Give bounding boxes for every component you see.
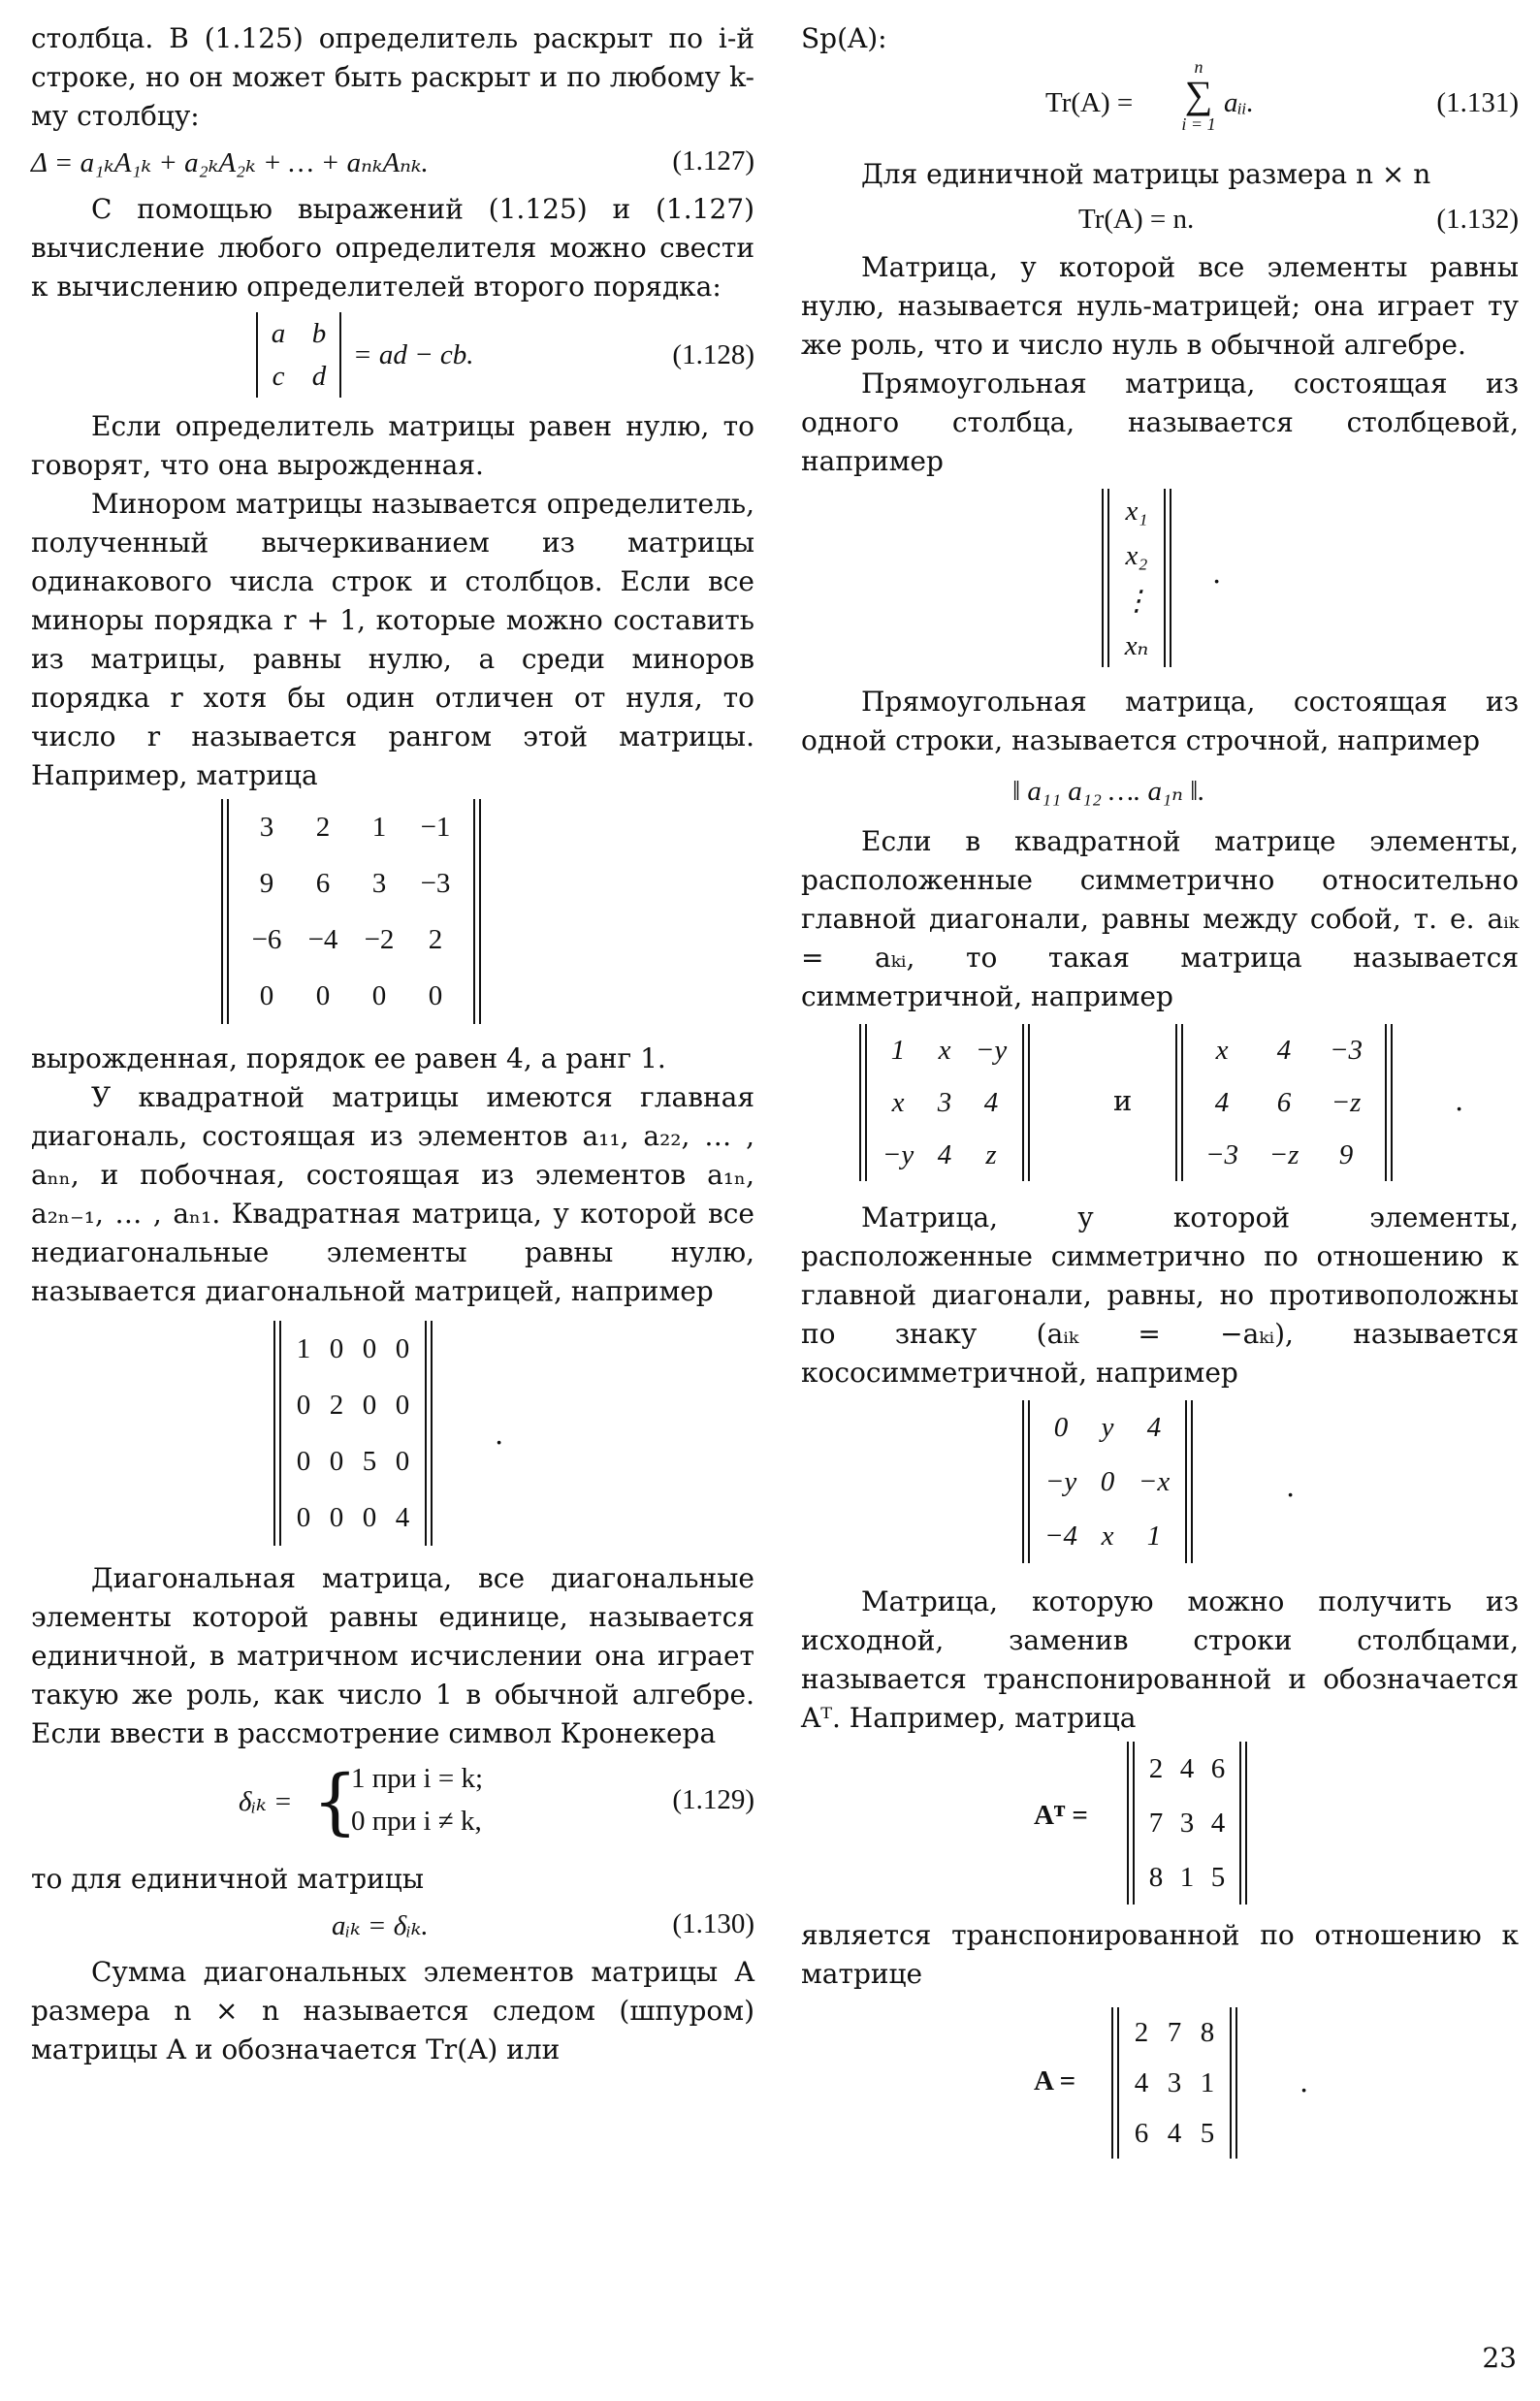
equation-number: (1.129) — [672, 1784, 754, 1815]
matrix-row — [875, 1024, 1014, 1076]
matrix-row — [1117, 623, 1156, 667]
matrix — [221, 799, 481, 1024]
matrix-cell: 7 — [1167, 2016, 1182, 2048]
equation-lhs: Tr(A) = — [1045, 87, 1134, 118]
matrix-row — [287, 1321, 419, 1377]
equation-1-127 — [31, 136, 754, 190]
matrix-cell: 3 — [1179, 1807, 1195, 1839]
matrix-cell: 6 — [1210, 1752, 1226, 1784]
paragraph: Sp(A): — [801, 22, 887, 54]
matrix-cell: 0 — [329, 1445, 344, 1477]
matrix-cell: b — [311, 317, 327, 349]
matrix-cell: −3 — [1329, 1034, 1364, 1066]
conjunction: и — [1113, 1084, 1133, 1117]
row-vector-example — [801, 760, 1519, 822]
paragraph: Диагональная матрица, все диагональные элементы которой равны единице, называется единичной, в матричном исчислении она играет такую же роль, как число 1 в обычной алгебре. Если ввести в рассмотрение символ Кронекера — [31, 1562, 754, 1749]
matrix-cell: 5 — [1200, 2117, 1215, 2149]
matrix-cell: 1 — [1179, 1861, 1195, 1893]
punctuation: . — [495, 1418, 504, 1451]
matrix-row — [239, 855, 464, 912]
matrix-cell: 0 — [395, 1332, 410, 1364]
matrix-cell: 4 — [1167, 2117, 1182, 2149]
equation-expression: aᵢₖ = δᵢₖ. — [332, 1910, 429, 1941]
matrix-cell: x — [1215, 1034, 1229, 1066]
paragraph: Минором матрицы называется определитель, полученный вычеркиванием из матрицы одинакового числа строк и столбцов. Если все миноры порядка r + 1, которые можно составить из матрицы, равны нулю, а среди миноров порядка r хотя бы один отличен от нуля, то число r называется рангом этой матрицы. Например, матрица — [31, 488, 754, 791]
matrix-cell: −z — [1268, 1138, 1299, 1170]
matrix-cell: d — [311, 360, 327, 392]
symmetric-matrix-2 — [1175, 1024, 1393, 1181]
matrix-cell: 0 — [329, 1332, 344, 1364]
paragraph: является транспонированной по отношению к матрице — [801, 1919, 1519, 1990]
matrix-cell: 6 — [1134, 2117, 1149, 2149]
case-line: 0 при i ≠ k, — [351, 1806, 482, 1837]
matrix-cell: 0 — [362, 1389, 377, 1421]
matrix-row — [875, 1129, 1014, 1181]
matrix-cell: −3 — [1204, 1138, 1239, 1170]
matrix-cell: 6 — [1276, 1086, 1292, 1118]
brace: { — [312, 1760, 359, 1843]
matrix-row — [1038, 1400, 1177, 1455]
matrix-cell: −3 — [420, 867, 451, 899]
matrix-cell: 5 — [362, 1445, 377, 1477]
matrix-cell: xₙ — [1124, 629, 1149, 661]
matrix-cell: −z — [1331, 1086, 1362, 1118]
matrix-cell: 1 — [371, 811, 387, 843]
matrix-cell: z — [985, 1138, 997, 1170]
matrix-row — [1191, 1129, 1377, 1181]
matrix-cell: 4 — [395, 1501, 410, 1533]
matrix-row — [1117, 489, 1156, 533]
skew-symmetric-matrix — [1022, 1400, 1193, 1563]
matrix-cell: 0 — [296, 1389, 311, 1421]
matrix-cell: 4 — [1210, 1807, 1226, 1839]
matrix-cell: x — [891, 1086, 905, 1118]
matrix-cell: 3 — [371, 867, 387, 899]
matrix-cell: −2 — [364, 923, 395, 955]
paragraph: столбца. В (1.125) определитель раскрыт по i-й строке, но он может быть раскрыт и по любому k-му столбцу: — [31, 22, 754, 132]
original-matrix — [1111, 2007, 1237, 2159]
equation-number: (1.132) — [1436, 204, 1519, 235]
sum-term: aᵢᵢ. — [1224, 87, 1254, 118]
matrix-cell: 5 — [1210, 1861, 1226, 1893]
equation-1-130 — [31, 1899, 754, 1953]
matrix-cell: 0 — [395, 1445, 410, 1477]
right-column — [801, 19, 1519, 2172]
page-number: 23 — [1482, 2342, 1517, 2374]
paragraph: Для единичной матрицы размера n × n — [861, 158, 1431, 190]
matrix-cell: 2 — [315, 811, 331, 843]
matrix-cell: 3 — [937, 1086, 952, 1118]
original-matrix-example: A = 2 7 8 4 3 1 6 4 5 . — [801, 1994, 1519, 2172]
row-vector: ‖ a₁₁ a₁₂ …. a₁ₙ ‖. — [1012, 776, 1205, 807]
matrix-4x4-example — [31, 795, 754, 1040]
matrix-cell: 1 — [890, 1034, 906, 1066]
matrix-row — [1191, 1024, 1377, 1076]
paragraph: вырожденная, порядок ее равен 4, а ранг 1. — [31, 1042, 666, 1074]
matrix-row — [1140, 1796, 1234, 1850]
matrix-row — [287, 1377, 419, 1433]
matrix-cell: 1 — [1146, 1520, 1162, 1552]
equation-number: (1.127) — [672, 145, 754, 176]
matrix-cell: 0 — [371, 979, 387, 1011]
matrix-cell: −x — [1138, 1465, 1171, 1497]
symmetric-matrices-example: 1 x −y x 3 4 −y 4 z и x 4 −3 4 6 −z −3 −z 9 . — [801, 1016, 1519, 1199]
matrix-cell: 0 — [329, 1501, 344, 1533]
left-column — [31, 19, 754, 2069]
matrix-cell: 0 — [1053, 1411, 1069, 1443]
paragraph: У квадратной матрицы имеются главная диагональ, состоящая из элементов a₁₁, a₂₂, … , aₙₙ, и побочная, состоящая из элементов a₁ₙ, a₂ₙ₋₁, … , aₙ₁. Квадратная матрица, у которой все недиагональные элементы равны нулю, называется диагональной матрицей, например — [31, 1081, 754, 1307]
column-vector — [1102, 489, 1171, 667]
matrix-cell: 2 — [428, 923, 443, 955]
matrix-cell: 9 — [259, 867, 274, 899]
matrix-row — [1117, 578, 1156, 623]
matrix-row — [875, 1076, 1014, 1129]
symmetric-matrix-1 — [859, 1024, 1030, 1181]
equation-1-128 — [31, 306, 754, 407]
paragraph: Если в квадратной матрице элементы, расположенные симметрично относительно главной диагонали, равны между собой, т. е. aᵢₖ = aₖᵢ, то такая матрица называется симметричной, например — [801, 825, 1519, 1012]
matrix-cell: 4 — [1134, 2066, 1149, 2098]
matrix-cell: 4 — [983, 1086, 999, 1118]
matrix-cell: 3 — [1167, 2066, 1182, 2098]
matrix-cell: 4 — [1214, 1086, 1230, 1118]
matrix-row — [1140, 1850, 1234, 1905]
matrix-row — [1191, 1076, 1377, 1129]
matrix-label: A = — [1034, 2065, 1076, 2097]
equation-lhs: δᵢₖ = — [239, 1786, 293, 1817]
equation-number: (1.130) — [672, 1908, 754, 1939]
matrix-cell: −y — [975, 1034, 1008, 1066]
matrix-cell: 3 — [259, 811, 274, 843]
matrix-cell: 0 — [1100, 1465, 1115, 1497]
matrix-cell: x — [1101, 1520, 1114, 1552]
matrix-cell: 4 — [1276, 1034, 1292, 1066]
equation-1-129 — [31, 1753, 754, 1860]
matrix-row — [1125, 2058, 1224, 2108]
matrix-cell: −y — [882, 1138, 914, 1170]
matrix-cell: −y — [1044, 1465, 1077, 1497]
matrix-row — [239, 912, 464, 968]
paragraph: С помощью выражений (1.125) и (1.127) вычисление любого определителя можно свести к вычислению определителей второго порядка: — [31, 193, 754, 303]
matrix-row — [287, 1433, 419, 1489]
equation-number: (1.131) — [1436, 87, 1519, 118]
matrix-cell: 0 — [362, 1332, 377, 1364]
equation-1-132 — [801, 194, 1519, 248]
matrix-row — [287, 1489, 419, 1546]
matrix-cell: 9 — [1338, 1138, 1354, 1170]
paragraph: Матрица, которую можно получить из исходной, заменив строки столбцами, называется транспонированной и обозначается Aᵀ. Например, матрица — [801, 1585, 1519, 1734]
matrix — [273, 1321, 433, 1546]
matrix-cell: 0 — [259, 979, 274, 1011]
matrix-cell: x — [938, 1034, 951, 1066]
matrix-cell: 8 — [1200, 2016, 1215, 2048]
skew-symmetric-example: 0 y 4 −y 0 −x −4 x 1 . — [801, 1393, 1519, 1583]
matrix-cell: 4 — [937, 1138, 952, 1170]
matrix-cell: 8 — [1148, 1861, 1164, 1893]
paragraph: Матрица, у которой элементы, расположенные симметрично по отношению к главной диагонали, равны, но противоположны по знаку (aᵢₖ = −aₖᵢ), называется кососимметричной, например — [801, 1201, 1519, 1389]
matrix-label: Aᵀ = — [1034, 1800, 1088, 1831]
equation-expression: Δ = a₁ₖA₁ₖ + a₂ₖA₂ₖ + … + aₙₖAₙₖ. — [31, 147, 429, 178]
matrix-row — [1140, 1742, 1234, 1796]
paragraph: Если определитель матрицы равен нулю, то говорят, что она вырожденная. — [31, 410, 754, 481]
paragraph: Прямоугольная матрица, состоящая из одной строки, называется строчной, например — [801, 686, 1519, 756]
matrix-cell: −4 — [1043, 1520, 1078, 1552]
matrix-row — [1125, 2007, 1224, 2058]
matrix-row — [239, 968, 464, 1024]
matrix-cell: 0 — [296, 1501, 311, 1533]
matrix-cell: 0 — [315, 979, 331, 1011]
matrix-cell: 1 — [1200, 2066, 1215, 2098]
matrix-row — [239, 799, 464, 855]
matrix-cell: 2 — [329, 1389, 344, 1421]
matrix-cell: 6 — [315, 867, 331, 899]
matrix-cell: −6 — [251, 923, 282, 955]
equation-1-131 — [801, 58, 1519, 155]
determinant-2x2 — [256, 312, 341, 398]
matrix-cell: y — [1101, 1411, 1114, 1443]
equation-number: (1.128) — [672, 339, 754, 370]
matrix-row — [257, 355, 340, 398]
matrix-row — [1038, 1509, 1177, 1563]
diagonal-matrix-example — [31, 1311, 754, 1559]
matrix-row — [1125, 2108, 1224, 2159]
matrix-cell: 0 — [428, 979, 443, 1011]
paragraph: Сумма диагональных элементов матрицы A размера n × n называется следом (шпуром) матрицы A и обозначается Tr(A) или — [31, 1956, 754, 2065]
matrix-cell: 0 — [395, 1389, 410, 1421]
matrix-cell: −1 — [420, 811, 451, 843]
matrix-cell: a — [271, 317, 286, 349]
matrix-cell: ⋮ — [1122, 585, 1151, 617]
transposed-matrix-example — [801, 1738, 1519, 1916]
equation-expression: = ad − cb. — [353, 339, 474, 370]
transposed-matrix — [1127, 1742, 1247, 1905]
matrix-cell: c — [272, 360, 285, 392]
sum-operator: n ∑ i = 1 — [1181, 57, 1216, 134]
case-line: 1 при i = k; — [351, 1763, 484, 1794]
matrix-cell: −4 — [307, 923, 338, 955]
matrix-row — [257, 312, 340, 355]
paragraph: то для единичной матрицы — [31, 1863, 425, 1895]
column-vector-example: x₁ x₂ ⋮ xₙ . — [801, 481, 1519, 683]
matrix-cell: 2 — [1148, 1752, 1164, 1784]
equation-expression: Tr(A) = n. — [1078, 204, 1195, 235]
matrix-cell: x₂ — [1125, 539, 1148, 571]
matrix-row — [1038, 1455, 1177, 1509]
paragraph: Прямоугольная матрица, состоящая из одного столбца, называется столбцевой, например — [801, 368, 1519, 477]
matrix-cell: 7 — [1148, 1807, 1164, 1839]
matrix-row — [1117, 533, 1156, 578]
paragraph: Матрица, у которой все элементы равны нулю, называется нуль-матрицей; она играет ту же роль, что и число нуль в обычной алгебре. — [801, 251, 1519, 361]
matrix-cell: 4 — [1146, 1411, 1162, 1443]
matrix-cell: 4 — [1179, 1752, 1195, 1784]
matrix-cell: 1 — [296, 1332, 311, 1364]
matrix-cell: 2 — [1134, 2016, 1149, 2048]
matrix-cell: 0 — [362, 1501, 377, 1533]
matrix-cell: 0 — [296, 1445, 311, 1477]
matrix-cell: x₁ — [1125, 495, 1148, 527]
